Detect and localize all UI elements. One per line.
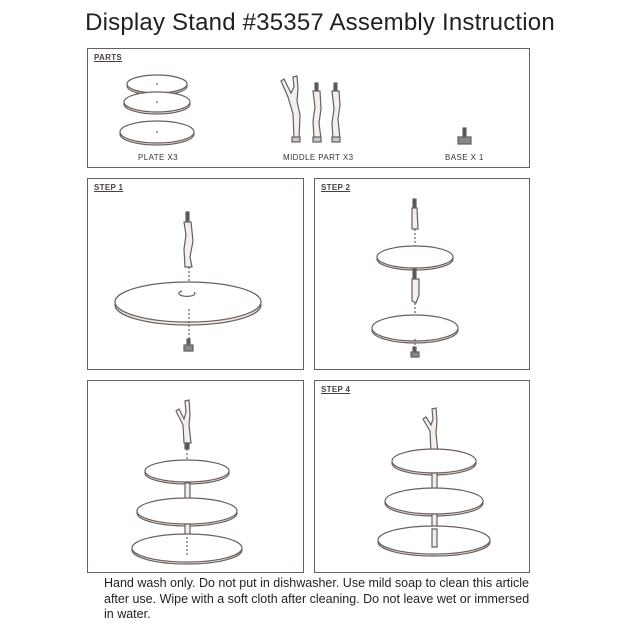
- page-title: Display Stand #35357 Assembly Instruction: [85, 9, 555, 36]
- plate-label: PLATE X3: [138, 153, 178, 162]
- stick-part-icon: [332, 83, 340, 142]
- step4-heading: STEP 4: [321, 385, 351, 394]
- step1-panel: [87, 178, 304, 370]
- step1-illustration: [88, 179, 305, 371]
- step3-illustration: [88, 381, 305, 574]
- parts-illustration: [88, 49, 531, 169]
- step4-illustration: [315, 381, 531, 574]
- base-screw-icon: [458, 128, 471, 144]
- base-label: BASE X 1: [445, 153, 484, 162]
- middle-part-label: MIDDLE PART X3: [283, 153, 354, 162]
- branch-part-icon: [281, 76, 300, 142]
- parts-heading: PARTS: [94, 53, 123, 62]
- plate-bottom-icon: [120, 121, 194, 145]
- step1-heading: STEP 1: [94, 183, 124, 192]
- step2-illustration: [315, 179, 531, 371]
- plate-middle-icon: [124, 92, 190, 114]
- step3-panel: [87, 380, 304, 573]
- step2-panel: [314, 178, 530, 370]
- parts-panel: [87, 48, 530, 168]
- step4-panel: [314, 380, 530, 573]
- step2-heading: STEP 2: [321, 183, 351, 192]
- stick-part-icon: [313, 83, 321, 142]
- care-instructions: Hand wash only. Do not put in dishwasher. Use mild soap to clean this article after use. Wipe with a soft cloth after cleaning. Do not leave wet or immersed in water.: [104, 576, 530, 621]
